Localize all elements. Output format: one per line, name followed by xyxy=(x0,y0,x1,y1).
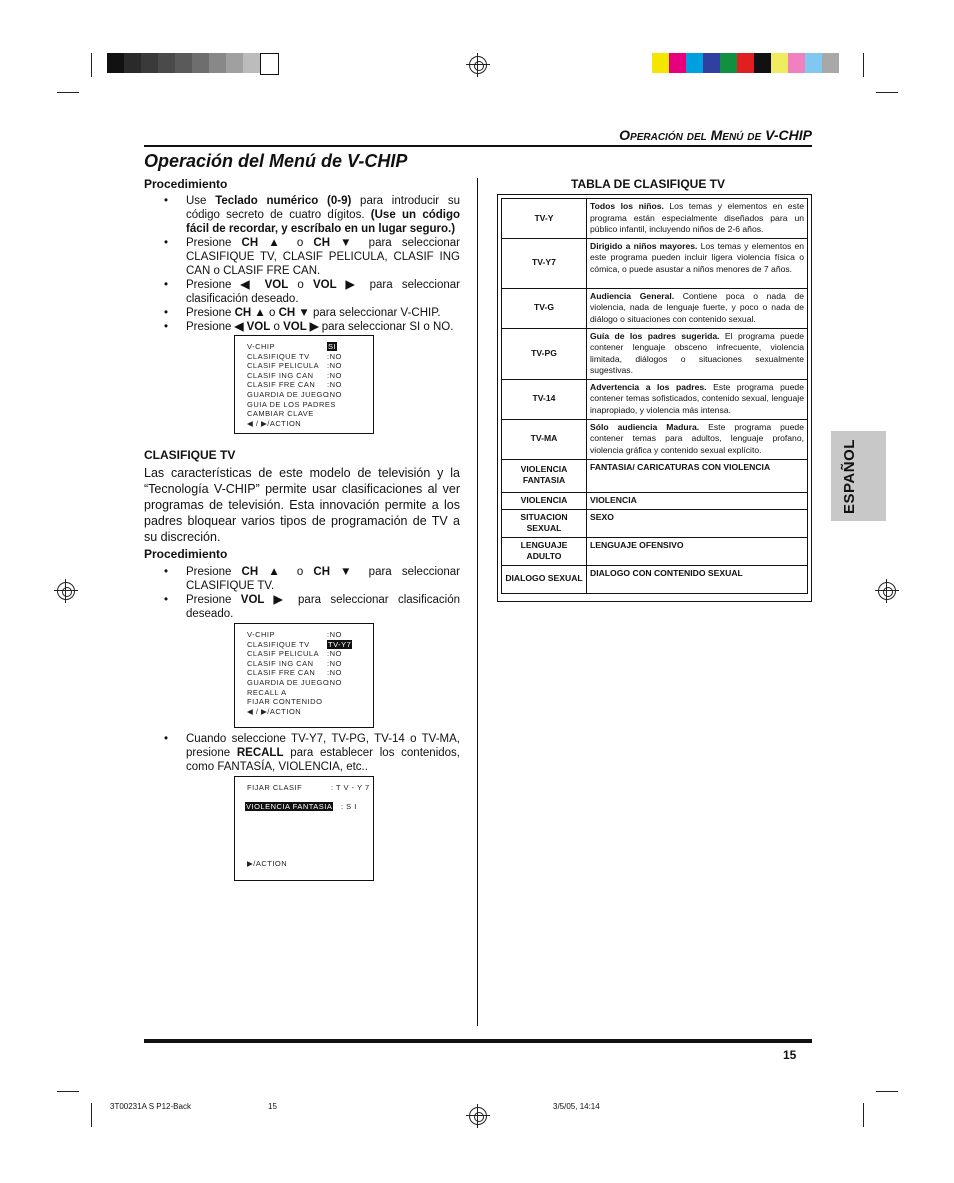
osd-value-text: :NO xyxy=(327,370,342,380)
instruction-text: o xyxy=(288,279,313,291)
rating-description-title: LENGUAJE OFENSIVO xyxy=(590,539,684,550)
osd-menu-value xyxy=(327,668,342,677)
table-row xyxy=(502,419,808,459)
instruction-key: VOL ▶ xyxy=(313,279,361,291)
instruction-key: ◀ VOL xyxy=(240,279,289,291)
rating-description-text: Este programa puede contener temas sofisticados, contenido sexual, lenguaje inapropiado, y violencia más intensa. xyxy=(590,381,804,415)
osd-menu-value xyxy=(327,640,352,649)
rating-code: TV-G xyxy=(502,288,587,328)
page-title: Operación del Menú de V-CHIP xyxy=(144,151,408,171)
calibration-swatch xyxy=(703,53,720,73)
osd-menu-item: RECALL A xyxy=(247,687,287,697)
rating-code: VIOLENCIA FANTASIA xyxy=(502,459,587,492)
osd-menu-item: CLASIF ING CAN xyxy=(247,658,314,668)
table-row xyxy=(502,379,808,419)
table-row xyxy=(502,509,808,537)
rating-description-title: Guía de los padres sugerida. xyxy=(590,330,720,341)
instruction-list-1 xyxy=(186,194,460,334)
rating-code: SITUACION SEXUAL xyxy=(502,509,587,537)
osd-value-text: :NO xyxy=(327,351,342,361)
instruction-text: o xyxy=(265,307,279,319)
table-row xyxy=(502,565,808,593)
osd-menu-item: CLASIFIQUE TV xyxy=(247,639,310,649)
instruction-list-3 xyxy=(186,732,460,774)
instruction-key: Teclado numérico (0-9) xyxy=(215,195,352,207)
osd-menu-item: CLASIF FRE CAN xyxy=(247,668,316,678)
osd-menu-value xyxy=(327,649,342,658)
ratings-table xyxy=(501,198,808,594)
rating-code: VIOLENCIA xyxy=(502,492,587,509)
rating-description xyxy=(587,199,808,239)
table-row xyxy=(502,537,808,565)
calibration-swatch xyxy=(788,53,805,73)
osd-menu-item: CAMBIAR CLAVE xyxy=(247,409,314,419)
color-calibration-bar xyxy=(652,53,839,73)
calibration-swatch xyxy=(107,53,124,73)
procedimiento-heading-2: Procedimiento xyxy=(144,547,228,561)
instruction-key: CH ▼ xyxy=(313,566,359,578)
osd-menu-item: GUARDIA DE JUEGO xyxy=(247,678,330,687)
instruction-text: para seleccionar clasificación deseado. xyxy=(186,279,460,305)
rating-description xyxy=(587,288,808,328)
osd-menu-value xyxy=(327,390,342,399)
calibration-swatch xyxy=(686,53,703,73)
osd-menu-item: FIJAR CONTENIDO xyxy=(247,697,323,707)
instruction-text: Presione xyxy=(186,594,241,606)
instruction-key: CH ▲ xyxy=(234,307,266,319)
instruction-text: o xyxy=(286,237,314,249)
calibration-swatch xyxy=(652,53,669,73)
instruction-text: Cuando seleccione TV-Y7, TV-PG, TV-14 o TV-MA, presione xyxy=(186,733,460,759)
instruction-item xyxy=(186,278,460,306)
osd-menu-item: GUIA DE LOS PADRES xyxy=(247,399,336,409)
instruction-list-2 xyxy=(186,565,460,621)
osd-value-text: :NO xyxy=(327,380,342,390)
instruction-key: CH ▼ xyxy=(313,237,359,249)
rating-description-title: Dirigido a niños mayores. xyxy=(590,240,698,251)
calibration-swatch xyxy=(771,53,788,73)
instruction-text: para seleccionar CLASIFIQUE TV, CLASIF PELICULA, CLASIF ING CAN o CLASIF FRE CAN. xyxy=(186,237,461,277)
rating-description-text: Contiene poca o nada de violencia, nada de lenguaje fuerte, y poco o nada de diálogo o situaciones con contenido sexual. xyxy=(590,290,804,324)
table-row xyxy=(502,238,808,288)
osd-menu-item: CLASIFIQUE TV xyxy=(247,351,310,361)
instruction-item xyxy=(186,320,460,334)
instruction-note: (Use un código fácil de recordar, y escríbalo en un lugar seguro.) xyxy=(186,209,461,235)
calibration-swatch xyxy=(720,53,737,73)
instruction-text: o xyxy=(270,321,284,333)
table-row xyxy=(502,492,808,509)
osd-menu-item: CLASIF FRE CAN xyxy=(247,380,316,390)
osd-menu-item xyxy=(245,802,333,811)
osd-menu-value xyxy=(327,659,342,668)
rating-description xyxy=(587,328,808,379)
instruction-text: Presione xyxy=(186,321,235,333)
registration-mark-left-icon xyxy=(57,582,75,600)
calibration-swatch xyxy=(243,53,260,73)
osd-menu-item: V-CHIP xyxy=(247,342,276,351)
registration-mark-top-icon xyxy=(469,56,487,74)
osd-menu-item: CLASIF PELICULA xyxy=(247,649,320,659)
crop-mark xyxy=(876,1091,898,1092)
header-rule xyxy=(144,145,812,147)
osd-vchip-menu xyxy=(234,335,374,434)
rating-code: TV-Y xyxy=(502,199,587,239)
instruction-key: VOL ▶ xyxy=(283,321,319,333)
calibration-swatch xyxy=(158,53,175,73)
crop-mark xyxy=(876,92,898,93)
rating-description-text: Los temas y elementos en este programa pueden incluir ligera violencia física o cómica, o puede asustar a niños menores de 7 años. xyxy=(590,240,805,274)
osd-menu-value: : S I xyxy=(341,802,357,811)
crop-mark xyxy=(863,1103,864,1127)
procedimiento-heading: Procedimiento xyxy=(144,177,228,191)
rating-description-title: SEXO xyxy=(590,511,614,522)
instruction-key: VOL ▶ xyxy=(240,594,289,606)
osd-value-text: :NO xyxy=(327,390,342,399)
calibration-swatch xyxy=(209,53,226,73)
osd-menu-item: GUARDIA DE JUEGO xyxy=(247,390,330,399)
osd-title-value: : T V - Y 7 xyxy=(331,783,370,792)
calibration-swatch xyxy=(260,53,279,75)
language-tab-label: ESPAÑOL xyxy=(841,439,858,514)
osd-action-hint: ▶/ACTION xyxy=(247,859,288,868)
osd-title: FIJAR CLASIF xyxy=(247,783,303,792)
calibration-swatch xyxy=(141,53,158,73)
instruction-key: RECALL xyxy=(236,747,284,759)
rating-code: DIALOGO SEXUAL xyxy=(502,565,587,593)
calibration-swatch xyxy=(737,53,754,73)
calibration-swatch xyxy=(175,53,192,73)
instruction-text: Presione xyxy=(186,237,242,249)
rating-description xyxy=(587,459,808,492)
osd-value-text: :NO xyxy=(327,658,342,668)
osd-value-text: :NO xyxy=(327,361,342,371)
footer-rule xyxy=(144,1039,812,1043)
rating-description xyxy=(587,419,808,459)
footer-date: 3/5/05, 14:14 xyxy=(553,1102,600,1111)
rating-description-title: DIALOGO CON CONTENIDO SEXUAL xyxy=(590,567,743,578)
crop-mark xyxy=(57,1091,79,1092)
rating-description-title: Audiencia General. xyxy=(590,290,675,301)
instruction-text: para seleccionar clasificación deseado. xyxy=(186,594,460,620)
section-label: Operación del Menú de V-CHIP xyxy=(619,127,812,143)
instruction-text: Presione xyxy=(186,279,241,291)
osd-menu-item: CLASIF ING CAN xyxy=(247,370,314,380)
rating-description xyxy=(587,509,808,537)
table-row xyxy=(502,459,808,492)
footer-code: 3T00231A S P12-Back xyxy=(110,1102,191,1111)
osd-menu-value xyxy=(327,342,337,351)
registration-mark-bottom-icon xyxy=(469,1107,487,1125)
rating-description xyxy=(587,537,808,565)
osd-highlighted-item: VIOLENCIA FANTASIA xyxy=(246,802,333,811)
osd-action-hint: ◀ / ▶/ACTION xyxy=(247,706,302,716)
osd-menu-value xyxy=(327,352,342,361)
rating-description-text: Los temas y elementos en este programa están especialmente diseñados para un público infantil, incluyendo niños de 2-6 años. xyxy=(590,201,804,234)
page-number: 15 xyxy=(783,1048,797,1062)
language-tab xyxy=(831,431,886,521)
instruction-item xyxy=(186,306,460,320)
table-title: TABLA DE CLASIFIQUE TV xyxy=(571,177,725,191)
rating-code: TV-MA xyxy=(502,419,587,459)
crop-mark xyxy=(91,1103,92,1127)
rating-description-title: Advertencia a los padres. xyxy=(590,381,707,392)
osd-menu-value xyxy=(327,678,342,687)
rating-description xyxy=(587,238,808,288)
rating-description xyxy=(587,492,808,509)
rating-description-text: Este programa puede contener temas para adultos, lenguaje profano, violencia gráfica y contenido sexual explícito. xyxy=(590,421,804,455)
instruction-text: Presione xyxy=(186,566,242,578)
crop-mark xyxy=(91,53,92,77)
grayscale-calibration-bar xyxy=(107,53,279,73)
table-row xyxy=(502,288,808,328)
instruction-text: Presione xyxy=(186,307,235,319)
ratings-table-frame xyxy=(497,194,812,602)
osd-menu-value xyxy=(327,630,342,639)
footer-page: 15 xyxy=(268,1102,277,1111)
rating-description xyxy=(587,565,808,593)
rating-code: TV-Y7 xyxy=(502,238,587,288)
osd-menu-value xyxy=(327,380,342,389)
rating-description-title: FANTASIA/ CARICATURAS CON VIOLENCIA xyxy=(590,461,771,472)
rating-description-title: VIOLENCIA xyxy=(590,494,637,505)
instruction-key: ◀ VOL xyxy=(234,321,271,333)
rating-code: LENGUAJE ADULTO xyxy=(502,537,587,565)
rating-code: TV-14 xyxy=(502,379,587,419)
calibration-swatch xyxy=(822,53,839,73)
osd-menu-value xyxy=(327,361,342,370)
osd-action-hint: ◀ / ▶/ACTION xyxy=(247,418,302,428)
instruction-text: para seleccionar CLASIFIQUE TV. xyxy=(186,566,461,592)
osd-clasifique-menu xyxy=(234,623,374,728)
osd-menu-item: V-CHIP xyxy=(247,630,276,639)
rating-description xyxy=(587,379,808,419)
instruction-text: para seleccionar SI o NO. xyxy=(318,321,454,333)
instruction-item xyxy=(186,236,460,278)
registration-mark-right-icon xyxy=(878,582,896,600)
crop-mark xyxy=(863,53,864,77)
clasifique-heading: CLASIFIQUE TV xyxy=(144,448,236,462)
instruction-item xyxy=(186,732,460,774)
instruction-text: o xyxy=(286,566,314,578)
rating-description-title: Todos los niños. xyxy=(590,201,664,211)
instruction-key: CH ▼ xyxy=(278,307,310,319)
table-row xyxy=(502,328,808,379)
instruction-text: para introducir su código secreto de cuatro dígitos. xyxy=(186,195,460,221)
calibration-swatch xyxy=(192,53,209,73)
rating-description-title: Sólo audiencia Madura. xyxy=(590,421,700,432)
instruction-key: CH ▲ xyxy=(241,566,287,578)
rating-code: TV-PG xyxy=(502,328,587,379)
osd-value-text: :NO xyxy=(327,678,342,687)
rating-description-text: El programa puede contener lenguaje obsceno infrecuente, violencia limitada, diálogos o situaciones sexualmente sugestivas. xyxy=(590,330,805,375)
instruction-text: para seleccionar V-CHIP. xyxy=(309,307,441,319)
calibration-swatch xyxy=(226,53,243,73)
calibration-swatch xyxy=(805,53,822,73)
instruction-text: Use xyxy=(186,195,216,207)
osd-menu-item: CLASIF PELICULA xyxy=(247,361,320,371)
column-divider xyxy=(477,178,478,1026)
table-row xyxy=(502,199,808,239)
clasifique-paragraph: Las características de este modelo de televisión y la “Tecnología V-CHIP” permite usar clasificaciones al ver programas de televisión. Esta innovación permite a los padres bloquear varios tipos de programación de TV a su discreción. xyxy=(144,466,460,544)
instruction-item xyxy=(186,194,460,236)
osd-value-text: TV-Y7 xyxy=(328,639,352,649)
osd-value-text: :NO xyxy=(327,668,342,678)
osd-value-text: SI xyxy=(328,342,337,351)
osd-value-text: :NO xyxy=(327,630,342,639)
instruction-key: CH ▲ xyxy=(241,237,287,249)
calibration-swatch xyxy=(669,53,686,73)
calibration-swatch xyxy=(754,53,771,73)
instruction-item xyxy=(186,565,460,593)
instruction-text: para establecer los contenidos, como FANTASÍA, VIOLENCIA, etc.. xyxy=(186,747,460,773)
instruction-item xyxy=(186,593,460,621)
calibration-swatch xyxy=(124,53,141,73)
osd-menu-value xyxy=(327,371,342,380)
osd-value-text: :NO xyxy=(327,649,342,659)
osd-fijar-clasif-menu xyxy=(234,776,374,881)
crop-mark xyxy=(57,92,79,93)
